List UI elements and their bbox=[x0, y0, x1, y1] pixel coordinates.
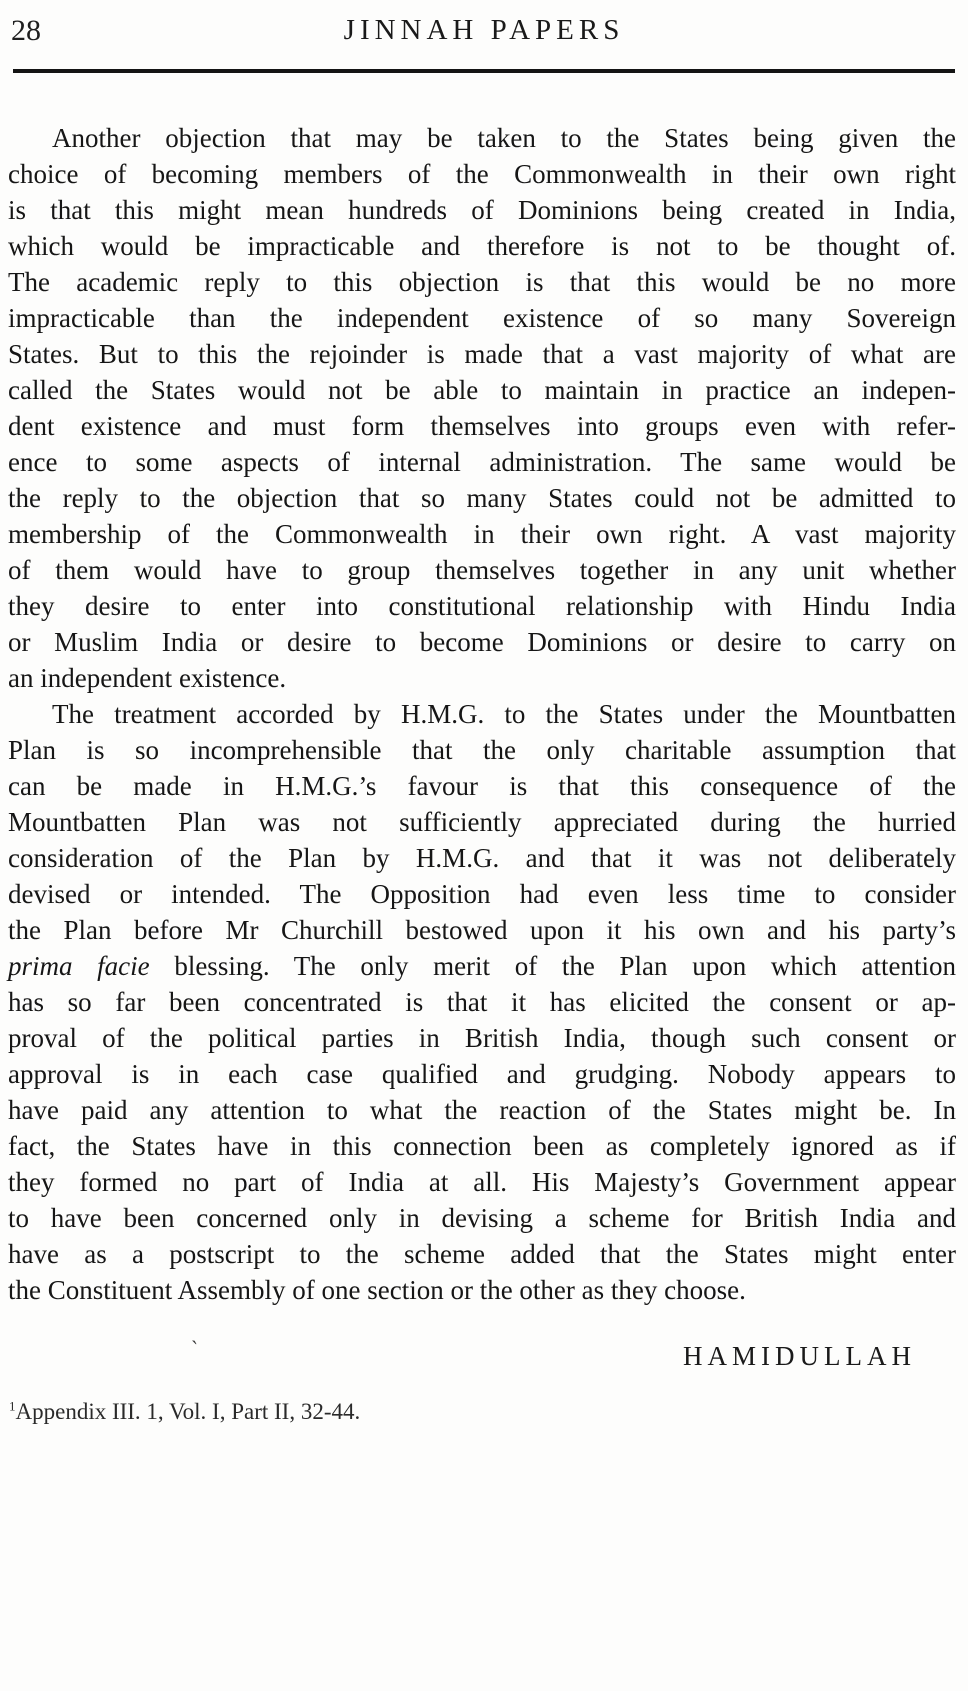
text-line: prima facie blessing. The only merit of the Plan upon which attention bbox=[8, 951, 956, 981]
text-line: the Constituent Assembly of one section or the other as they choose. bbox=[8, 1275, 746, 1305]
page-header bbox=[0, 14, 968, 54]
text-line: impracticable than the independent existence of so many Sovereign bbox=[8, 303, 956, 333]
text-line: the reply to the objection that so many States could not be admitted to bbox=[8, 483, 956, 513]
text-line: The academic reply to this objection is that this would be no more bbox=[8, 267, 956, 297]
text-line: dent existence and must form themselves into groups even with refer- bbox=[8, 411, 956, 441]
paragraph bbox=[8, 120, 956, 696]
footnote-text: Appendix III. 1, Vol. I, Part II, 32-44. bbox=[15, 1399, 361, 1424]
text-line: or Muslim India or desire to become Dominions or desire to carry on bbox=[8, 627, 956, 657]
text-line: have as a postscript to the scheme added that the States might enter bbox=[8, 1239, 956, 1269]
footnote-marker: 1 bbox=[9, 1398, 16, 1414]
text-line: membership of the Commonwealth in their own right. A vast majority bbox=[8, 519, 956, 549]
body-text bbox=[8, 120, 956, 1308]
text-line: to have been concerned only in devising a scheme for British India and bbox=[8, 1203, 956, 1233]
text-line: consideration of the Plan by H.M.G. and that it was not deliberately bbox=[8, 843, 956, 873]
text-line: an independent existence. bbox=[8, 663, 287, 693]
text-line: ence to some aspects of internal administration. The same would be bbox=[8, 447, 956, 477]
text-line: fact, the States have in this connection been as completely ignored as if bbox=[8, 1131, 956, 1161]
stray-ink-mark: ` bbox=[188, 1335, 200, 1362]
text-line: devised or intended. The Opposition had even less time to consider bbox=[8, 879, 956, 909]
text-line: they desire to enter into constitutional relationship with Hindu India bbox=[8, 591, 956, 621]
text-line: Another objection that may be taken to the States being given the bbox=[52, 123, 956, 153]
text-line: the Plan before Mr Churchill bestowed upon it his own and his party’s bbox=[8, 915, 956, 945]
text-line: have paid any attention to what the reaction of the States might be. In bbox=[8, 1095, 956, 1125]
paragraph bbox=[8, 696, 956, 1308]
text-line: is that this might mean hundreds of Dominions being created in India, bbox=[8, 195, 956, 225]
text-line: proval of the political parties in British India, though such consent or bbox=[8, 1023, 956, 1053]
text-line: Mountbatten Plan was not sufficiently appreciated during the hurried bbox=[8, 807, 956, 837]
text-line: of them would have to group themselves together in any unit whether bbox=[8, 555, 956, 585]
text-line: called the States would not be able to maintain in practice an indepen- bbox=[8, 375, 956, 405]
text-line: which would be impracticable and therefore is not to be thought of. bbox=[8, 231, 956, 261]
text-line: has so far been concentrated is that it has elicited the consent or ap- bbox=[8, 987, 956, 1017]
running-title: JINNAH PAPERS bbox=[343, 14, 625, 46]
text-line: The treatment accorded by H.M.G. to the States under the Mountbatten bbox=[52, 699, 956, 729]
text-line: Plan is so incomprehensible that the only charitable assumption that bbox=[8, 735, 956, 765]
text-line: approval is in each case qualified and grudging. Nobody appears to bbox=[8, 1059, 956, 1089]
footnote bbox=[9, 1399, 360, 1425]
text-line: they formed no part of India at all. His Majesty’s Government appear bbox=[8, 1167, 956, 1197]
text-line: choice of becoming members of the Commonwealth in their own right bbox=[8, 159, 956, 189]
text-line: States. But to this the rejoinder is made that a vast majority of what are bbox=[8, 339, 956, 369]
header-rule bbox=[13, 69, 955, 73]
text-line: can be made in H.M.G.’s favour is that this consequence of the bbox=[8, 771, 956, 801]
signature: HAMIDULLAH bbox=[683, 1341, 916, 1371]
page-number: 28 bbox=[11, 14, 41, 47]
